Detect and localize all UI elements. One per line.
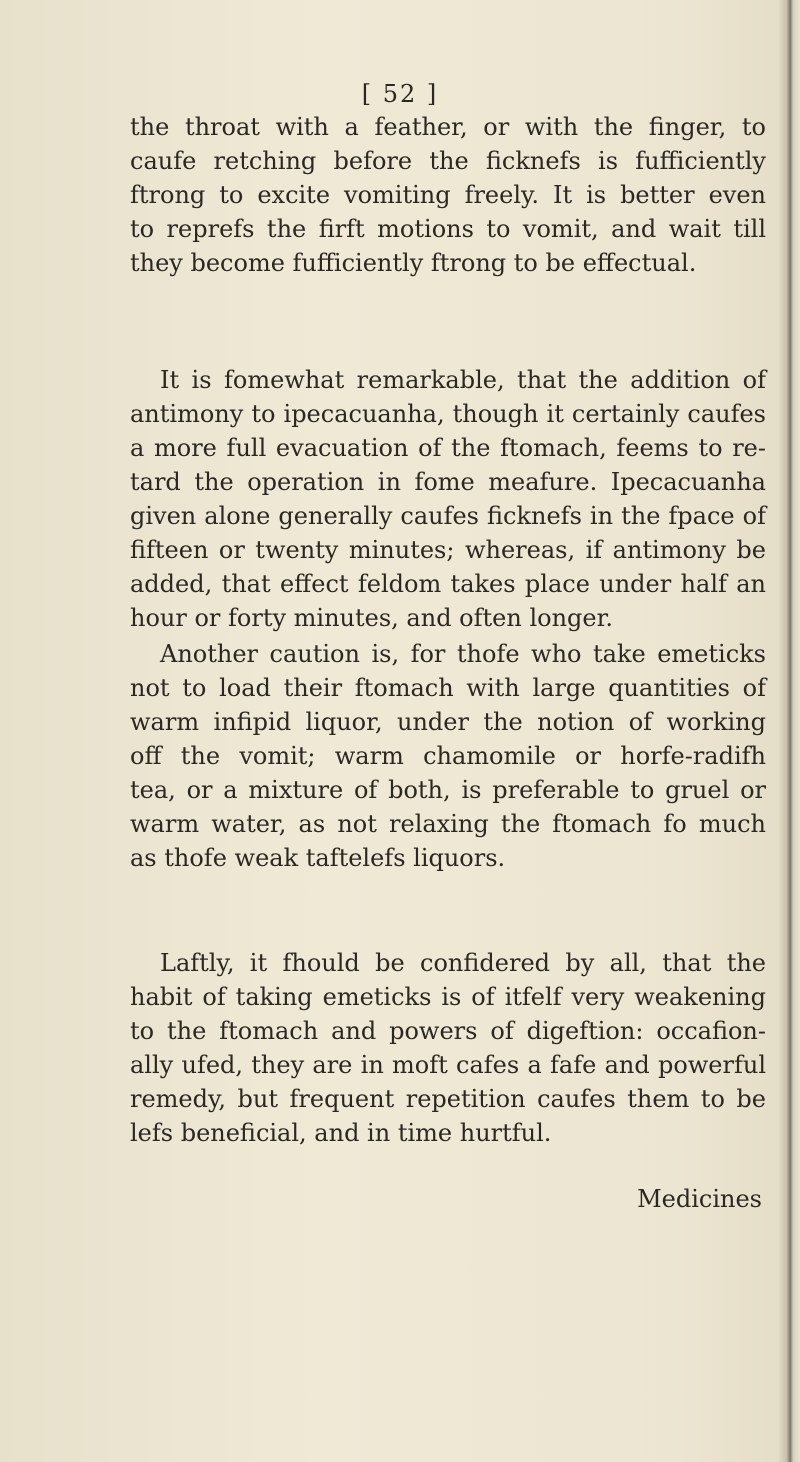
text-line: lefs beneficial, and in time hurtful. — [130, 1119, 552, 1147]
text-line: It is fomewhat remarkable, that the addition of — [160, 366, 766, 394]
text-line: tea, or a mixture of both, is preferable to gruel or — [130, 776, 766, 804]
text-line: warm infipid liquor, under the notion of working — [130, 708, 766, 736]
text-line: they become fufficiently ftrong to be effectual. — [130, 249, 697, 277]
text-line: Laftly, it fhould be confidered by all, that the — [160, 949, 766, 977]
page-edge-shadow — [778, 0, 800, 1462]
text-line: the throat with a feather, or with the finger, to — [130, 113, 766, 141]
paragraph-4 — [130, 946, 766, 1150]
paragraph-3 — [130, 637, 766, 875]
text-line: remedy, but frequent repetition caufes them to be — [130, 1085, 766, 1113]
text-line: given alone generally caufes ficknefs in the fpace of — [130, 502, 766, 530]
text-line: antimony to ipecacuanha, though it certainly caufes — [130, 400, 766, 428]
text-line: Another caution is, for thofe who take emeticks — [160, 640, 766, 668]
text-line: ftrong to excite vomiting freely. It is better even — [130, 181, 766, 209]
text-line: not to load their ftomach with large quantities of — [130, 674, 766, 702]
catchword: Medicines — [637, 1185, 762, 1213]
text-line: habit of taking emeticks is of itfelf very weakening — [130, 983, 766, 1011]
paragraph-2 — [130, 363, 766, 635]
text-line: caufe retching before the ficknefs is fufficiently — [130, 147, 766, 175]
text-line: to the ftomach and powers of digeftion: occafion- — [130, 1017, 766, 1045]
text-line: hour or forty minutes, and often longer. — [130, 604, 614, 632]
text-line: a more full evacuation of the ftomach, feems to re- — [130, 434, 766, 462]
text-line: added, that effect feldom takes place under half an — [130, 570, 766, 598]
text-line: tard the operation in fome meafure. Ipecacuanha — [130, 468, 766, 496]
text-line: ally ufed, they are in moft cafes a fafe and powerful — [130, 1051, 766, 1079]
text-line: warm water, as not relaxing the ftomach fo much — [130, 810, 766, 838]
text-line: as thofe weak taftelefs liquors. — [130, 844, 506, 872]
text-line: fifteen or twenty minutes; whereas, if antimony be — [130, 536, 766, 564]
text-line: to reprefs the firft motions to vomit, and wait till — [130, 215, 766, 243]
page-number-header: [ 52 ] — [361, 80, 439, 108]
text-line: off the vomit; warm chamomile or horfe-radifh — [130, 742, 766, 770]
paragraph-1 — [130, 110, 766, 280]
